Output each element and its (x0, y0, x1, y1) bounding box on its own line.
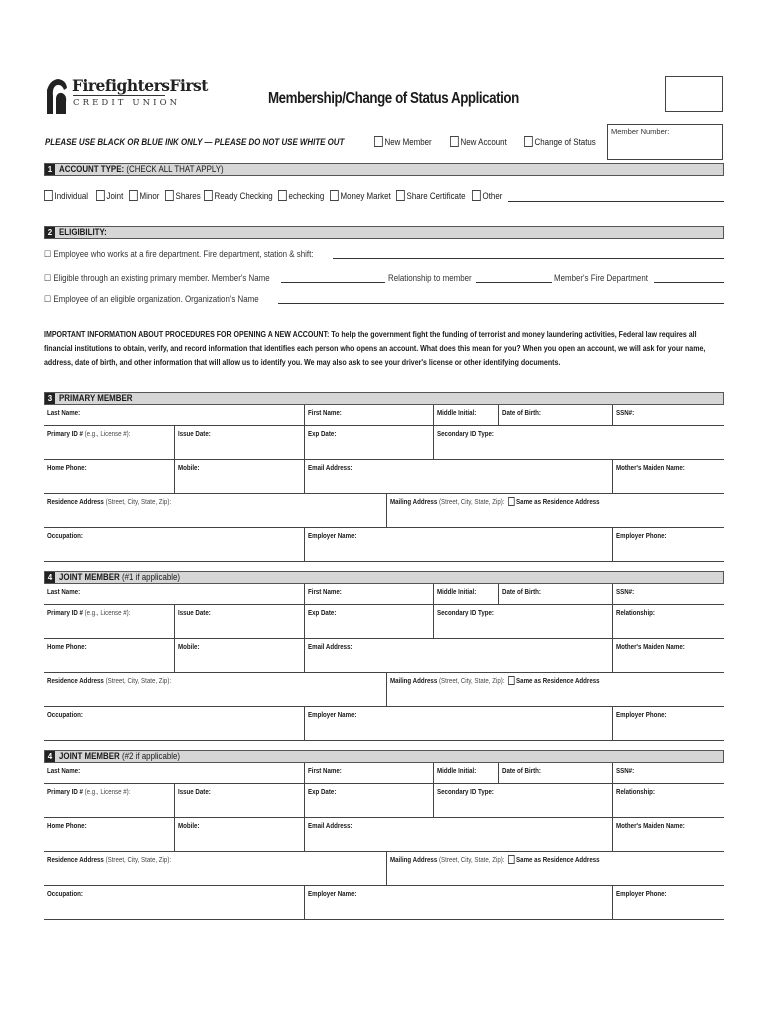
checkbox-icon[interactable] (450, 136, 459, 147)
section4b-field-r2c3[interactable] (304, 784, 433, 818)
section3-field-r3c2[interactable] (174, 460, 304, 494)
logo-tagline: CREDIT UNION (73, 98, 181, 108)
relationship-label: Relationship to member (388, 273, 472, 283)
section-title: ACCOUNT TYPE: (CHECK ALL THAT APPLY) (59, 164, 224, 174)
section4a-field-r3c3[interactable] (304, 639, 612, 673)
individual-checkbox[interactable]: Individual (44, 190, 88, 201)
echecking-checkbox[interactable]: echecking (278, 190, 324, 201)
important-info-paragraph: IMPORTANT INFORMATION ABOUT PROCEDURES FOR OPENING A NEW ACCOUNT: To help the government fight the funding of terrorist and money laundering activities, Federal law requires all financial institutions to obtain, verify, and record information that identifies each person who opens an account. What does this mean for you? When you open an account, we will ask for your name, address, date of birth, and other information that will allow us to identify you. We may also ask to see your driver's license or other identifying documents. (44, 330, 706, 367)
field-label: Issue Date: (178, 608, 211, 617)
section4a-field-r1c5[interactable] (612, 584, 724, 605)
field-label: Last Name: (47, 408, 81, 417)
field-label: Middle Initial: (437, 766, 477, 775)
field-label: Home Phone: (47, 642, 87, 651)
page-title: Membership/Change of Status Application (268, 90, 519, 107)
field-label: Employer Phone: (616, 710, 667, 719)
section4a-field-r5c3[interactable] (612, 707, 724, 741)
field-label: Date of Birth: (502, 408, 541, 417)
other-checkbox[interactable]: Other (472, 190, 502, 201)
eligibility-organization[interactable]: ☐ Employee of an eligible organization. Organization's Name (44, 294, 259, 304)
field-label: Mailing Address (Street, City, State, Zip): Same as Residence Address (390, 676, 600, 685)
field-label: Email Address: (308, 463, 353, 472)
office-use-box[interactable] (665, 76, 723, 112)
logo-wordmark: FirefightersFirst (72, 76, 208, 95)
eligibility-existing-member[interactable]: ☐ Eligible through an existing primary member. Member's Name (44, 273, 270, 283)
field-label: Issue Date: (178, 787, 211, 796)
share-certificate-checkbox[interactable]: Share Certificate (396, 190, 466, 201)
section4a-field-r1c4[interactable] (498, 584, 612, 605)
checkbox-icon[interactable] (508, 497, 515, 506)
field-label: Relationship: (616, 787, 655, 796)
new-member-checkbox[interactable]: New Member (374, 136, 432, 147)
field-label: Secondary ID Type: (437, 608, 494, 617)
field-label: Employer Name: (308, 710, 357, 719)
checkbox-icon: ☐ (44, 294, 52, 304)
section3-field-r2c2[interactable] (174, 426, 304, 460)
field-label: Email Address: (308, 821, 353, 830)
section-title: JOINT MEMBER (#1 if applicable) (59, 572, 181, 582)
section-title: PRIMARY MEMBER (59, 393, 133, 403)
eligibility-fire-dept[interactable]: ☐ Employee who works at a fire department. Fire department, station & shift: (44, 249, 314, 259)
section4a-field-r3c1[interactable] (44, 639, 174, 673)
field-label: Mobile: (178, 821, 200, 830)
section3-header (44, 392, 724, 405)
section3-field-r4c2[interactable] (386, 494, 724, 528)
section-1-header (44, 163, 724, 176)
section4b-field-r4c1[interactable] (44, 852, 386, 886)
logo-divider (73, 95, 165, 96)
field-label: Employer Name: (308, 531, 357, 540)
field-label: Residence Address (Street, City, State, Zip): (47, 855, 172, 864)
field-label: Email Address: (308, 642, 353, 651)
section-number: 4 (45, 751, 55, 762)
account-type-options (44, 190, 724, 204)
section4b-field-r2c1[interactable] (44, 784, 174, 818)
field-label: Residence Address (Street, City, State, Zip): (47, 497, 172, 506)
field-label: Occupation: (47, 531, 83, 540)
section4b-field-r1c5[interactable] (612, 763, 724, 784)
field-label: Middle Initial: (437, 408, 477, 417)
field-label: Mother's Maiden Name: (616, 463, 685, 472)
checkbox-icon[interactable] (374, 136, 383, 147)
change-of-status-checkbox[interactable]: Change of Status (524, 136, 596, 147)
section3-field-r1c2[interactable] (304, 405, 433, 426)
section3-field-r2c1[interactable] (44, 426, 174, 460)
field-label: Date of Birth: (502, 766, 541, 775)
firefighter-logo-icon (44, 76, 70, 116)
field-label: Last Name: (47, 766, 81, 775)
checkbox-icon: ☐ (44, 249, 52, 259)
relationship-line[interactable] (476, 282, 552, 283)
member-fire-dept-label: Member's Fire Department (554, 273, 648, 283)
field-label: Employer Phone: (616, 531, 667, 540)
money-market-checkbox[interactable]: Money Market (330, 190, 391, 201)
member-number-field[interactable] (607, 124, 723, 160)
section4a-field-r1c2[interactable] (304, 584, 433, 605)
field-label: Home Phone: (47, 821, 87, 830)
checkbox-icon[interactable] (524, 136, 533, 147)
section4a-field-r3c4[interactable] (612, 639, 724, 673)
field-label: Primary ID # (e.g., License #): (47, 608, 131, 617)
field-label: Relationship: (616, 608, 655, 617)
section4b-field-r2c5[interactable] (612, 784, 724, 818)
field-label: Exp Date: (308, 787, 337, 796)
section4b-field-r4c2[interactable] (386, 852, 724, 886)
section3-field-r2c3[interactable] (304, 426, 433, 460)
section4b-field-r1c1[interactable] (44, 763, 304, 784)
field-label: Date of Birth: (502, 587, 541, 596)
section4b-field-r1c2[interactable] (304, 763, 433, 784)
field-label: Middle Initial: (437, 587, 477, 596)
section4a-field-r4c1[interactable] (44, 673, 386, 707)
field-label: Mailing Address (Street, City, State, Zip): Same as Residence Address (390, 855, 600, 864)
section4a-field-r2c3[interactable] (304, 605, 433, 639)
field-label: Occupation: (47, 889, 83, 898)
section4a-field-r5c2[interactable] (304, 707, 612, 741)
field-label: Primary ID # (e.g., License #): (47, 787, 131, 796)
field-label: Employer Phone: (616, 889, 667, 898)
section3-field-r2c4[interactable] (433, 426, 724, 460)
section4b-field-r1c3[interactable] (433, 763, 498, 784)
field-label: Last Name: (47, 587, 81, 596)
section4b-field-r5c1[interactable] (44, 886, 304, 920)
section4a-field-r5c1[interactable] (44, 707, 304, 741)
checkbox-icon: ☐ (44, 273, 52, 283)
section4a-field-r2c1[interactable] (44, 605, 174, 639)
field-label: Home Phone: (47, 463, 87, 472)
section3-field-r1c1[interactable] (44, 405, 304, 426)
section3-field-r5c1[interactable] (44, 528, 304, 562)
section-2-header (44, 226, 724, 239)
section3-field-r3c4[interactable] (612, 460, 724, 494)
member-fire-dept-line[interactable] (654, 282, 724, 283)
section4b-header (44, 750, 724, 763)
section4b-field-r3c4[interactable] (612, 818, 724, 852)
section4b-field-r5c3[interactable] (612, 886, 724, 920)
joint-checkbox[interactable]: Joint (96, 190, 123, 201)
field-label: Secondary ID Type: (437, 787, 494, 796)
fire-dept-line[interactable] (333, 258, 724, 259)
section4a-field-r2c4[interactable] (433, 605, 612, 639)
field-label: Mailing Address (Street, City, State, Zip): Same as Residence Address (390, 497, 600, 506)
field-label: First Name: (308, 408, 342, 417)
field-label: Exp Date: (308, 608, 337, 617)
section4b-field-r3c2[interactable] (174, 818, 304, 852)
field-label: SSN#: (616, 587, 635, 596)
section4a-field-r1c3[interactable] (433, 584, 498, 605)
ink-notice: PLEASE USE BLACK OR BLUE INK ONLY — PLEASE DO NOT USE WHITE OUT (45, 137, 345, 147)
credit-union-logo (44, 74, 208, 118)
minor-checkbox[interactable]: Minor (129, 190, 159, 201)
section3-field-r4c1[interactable] (44, 494, 386, 528)
checkbox-icon[interactable] (508, 855, 515, 864)
section3-field-r5c3[interactable] (612, 528, 724, 562)
section4a-field-r4c2[interactable] (386, 673, 724, 707)
section3-field-r3c1[interactable] (44, 460, 174, 494)
new-account-checkbox[interactable]: New Account (450, 136, 507, 147)
section3-field-r1c3[interactable] (433, 405, 498, 426)
field-label: First Name: (308, 766, 342, 775)
section4b-field-r3c3[interactable] (304, 818, 612, 852)
section3-field-r1c4[interactable] (498, 405, 612, 426)
section3-field-r5c2[interactable] (304, 528, 612, 562)
field-label: Occupation: (47, 710, 83, 719)
section4a-field-r2c2[interactable] (174, 605, 304, 639)
field-label: Primary ID # (e.g., License #): (47, 429, 131, 438)
field-label: SSN#: (616, 408, 635, 417)
field-label: Issue Date: (178, 429, 211, 438)
other-line[interactable] (508, 201, 724, 202)
section4b-field-r1c4[interactable] (498, 763, 612, 784)
section-number: 4 (45, 572, 55, 583)
field-label: Mobile: (178, 642, 200, 651)
field-label: Mother's Maiden Name: (616, 642, 685, 651)
section4a-field-r2c5[interactable] (612, 605, 724, 639)
organization-name-line[interactable] (278, 303, 724, 304)
section3-field-r3c3[interactable] (304, 460, 612, 494)
member-number-label: Member Number: (611, 127, 670, 136)
section4b-field-r2c4[interactable] (433, 784, 612, 818)
section4b-field-r2c2[interactable] (174, 784, 304, 818)
section4b-field-r5c2[interactable] (304, 886, 612, 920)
field-label: Secondary ID Type: (437, 429, 494, 438)
section-number: 1 (45, 164, 55, 175)
section4a-field-r3c2[interactable] (174, 639, 304, 673)
section4b-field-r3c1[interactable] (44, 818, 174, 852)
field-label: Mobile: (178, 463, 200, 472)
members-name-line[interactable] (281, 282, 385, 283)
ready-checking-checkbox[interactable]: Ready Checking (204, 190, 273, 201)
section4a-field-r1c1[interactable] (44, 584, 304, 605)
section4a-header (44, 571, 724, 584)
field-label: Residence Address (Street, City, State, Zip): (47, 676, 172, 685)
section-number: 2 (45, 227, 55, 238)
section-title: ELIGIBILITY: (59, 227, 107, 237)
checkbox-icon[interactable] (508, 676, 515, 685)
section-title: JOINT MEMBER (#2 if applicable) (59, 751, 181, 761)
field-label: Employer Name: (308, 889, 357, 898)
shares-checkbox[interactable]: Shares (165, 190, 201, 201)
section-number: 3 (45, 393, 55, 404)
section3-field-r1c5[interactable] (612, 405, 724, 426)
field-label: Mother's Maiden Name: (616, 821, 685, 830)
field-label: First Name: (308, 587, 342, 596)
field-label: SSN#: (616, 766, 635, 775)
field-label: Exp Date: (308, 429, 337, 438)
